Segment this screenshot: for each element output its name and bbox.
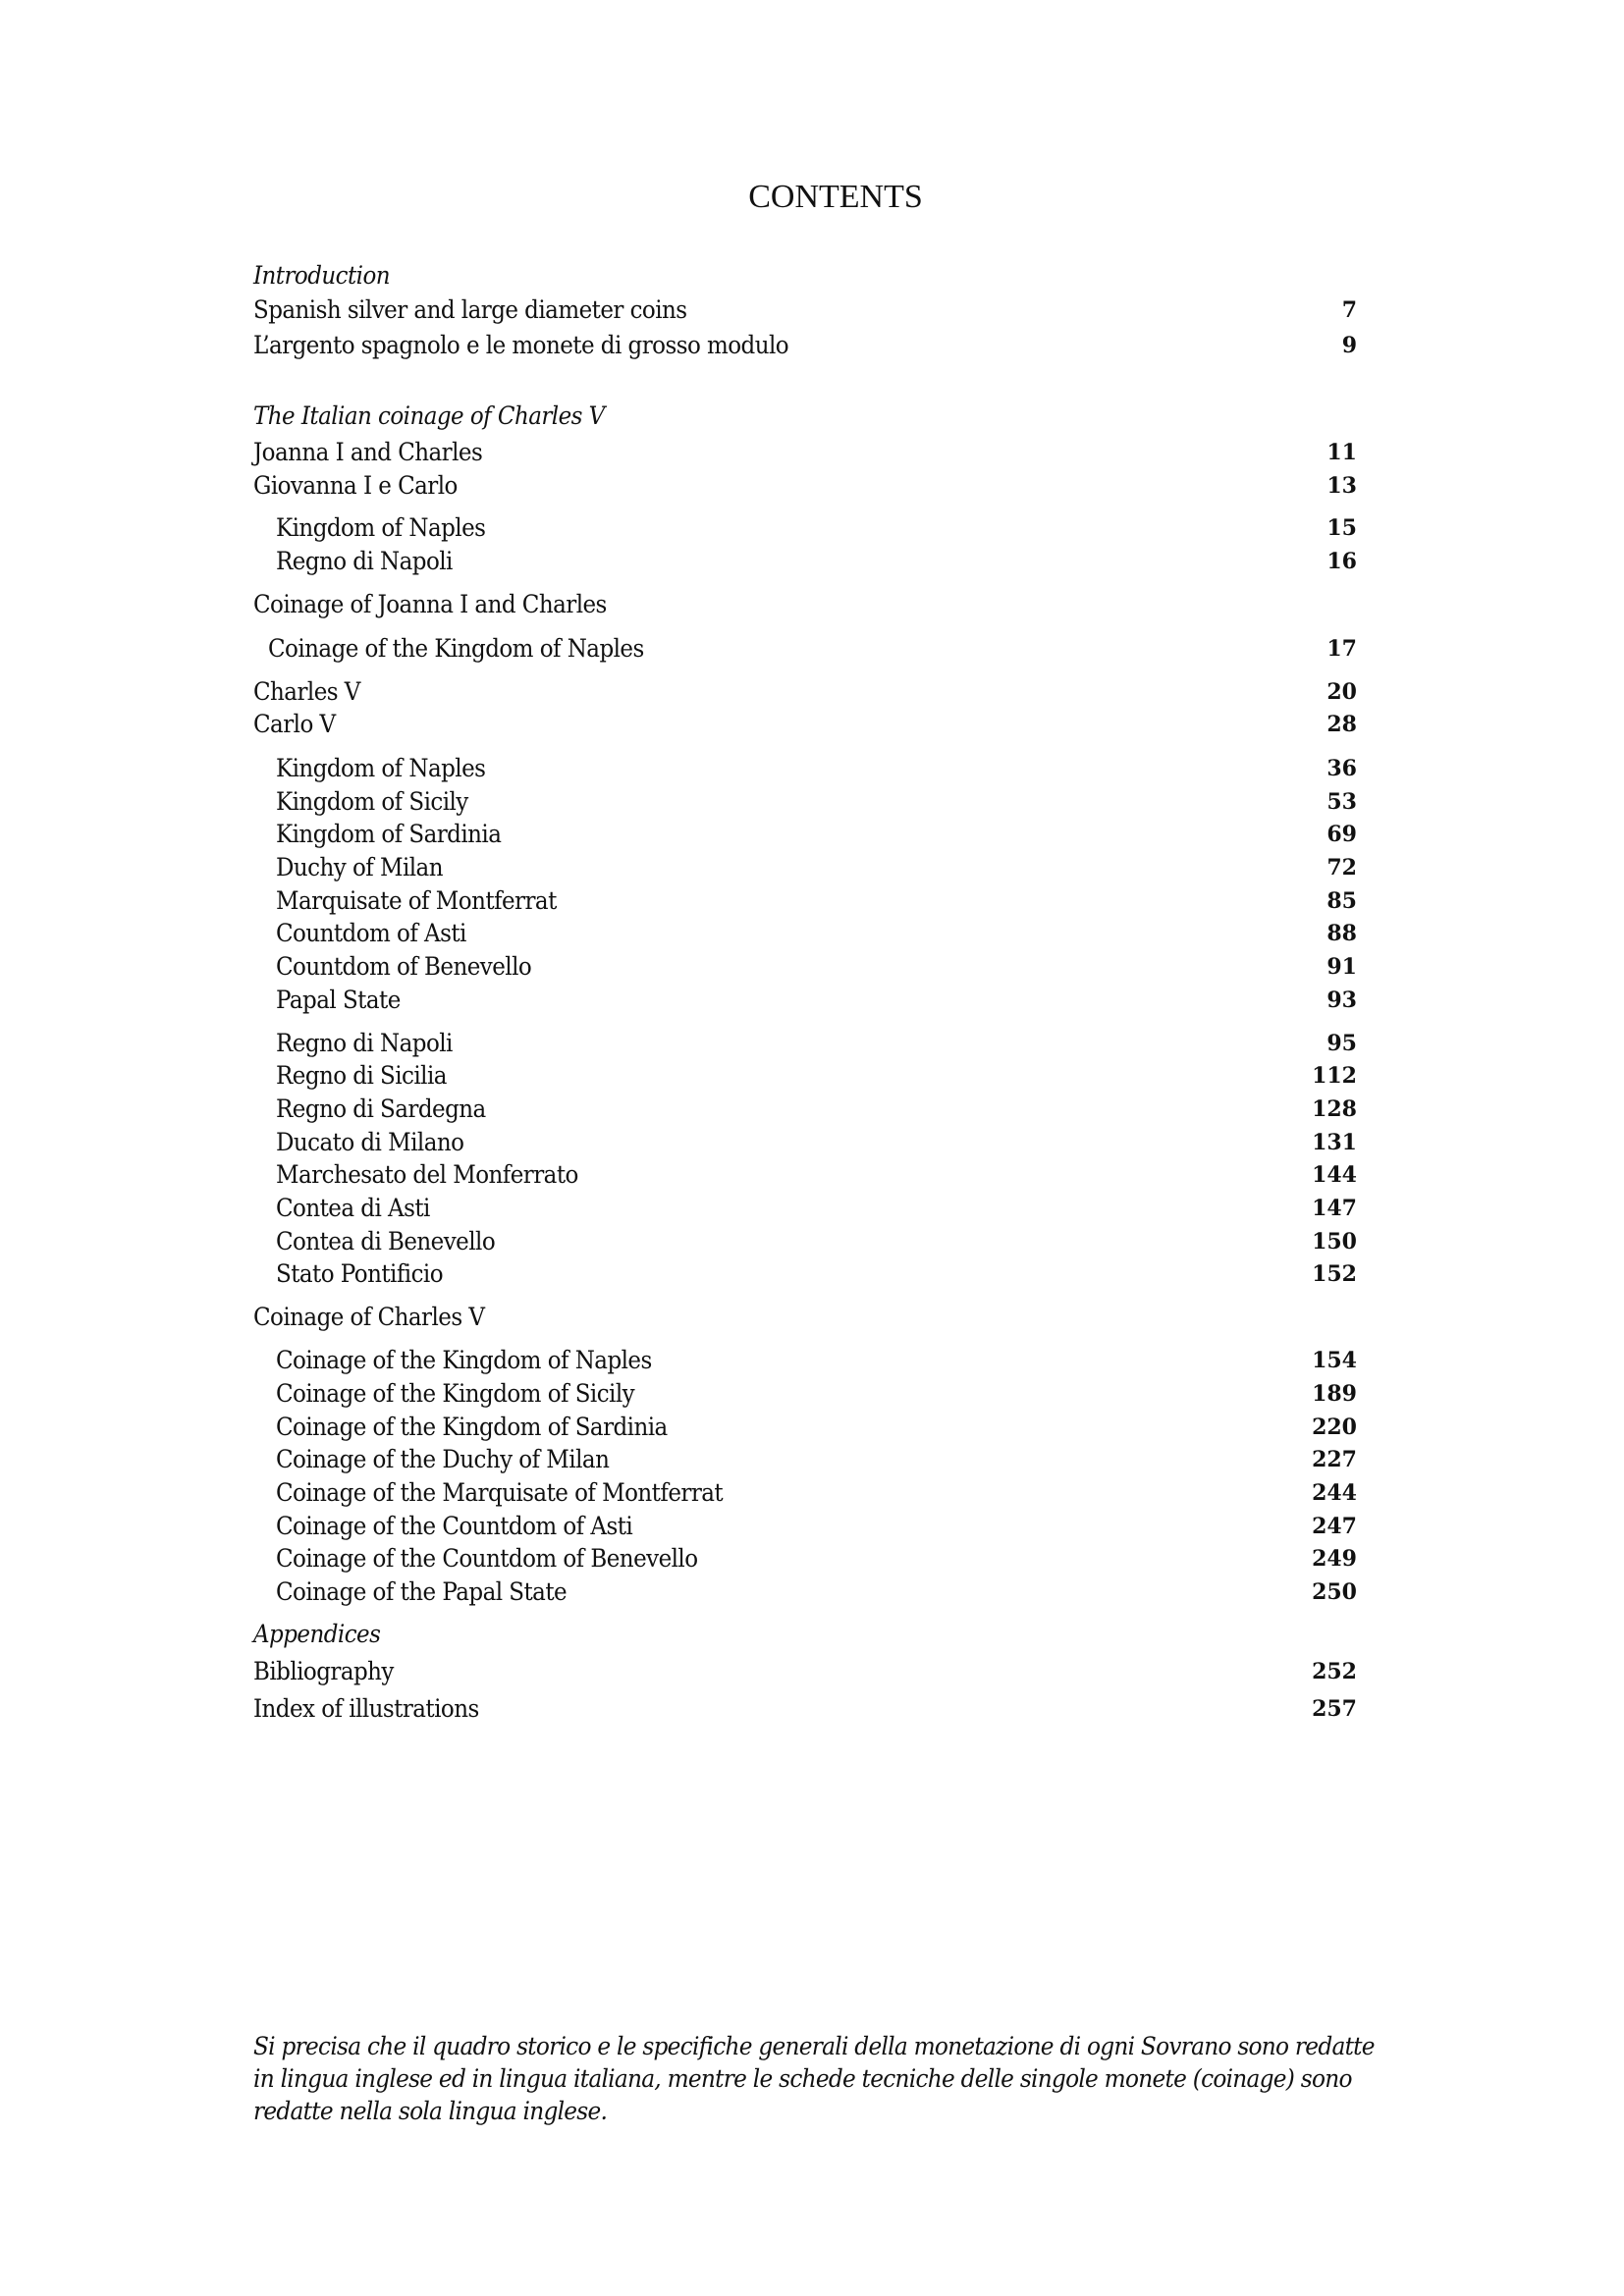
entry-title: Giovanna I e Carlo xyxy=(253,471,458,500)
entry-title: Kingdom of Naples xyxy=(276,754,486,782)
toc-entry xyxy=(268,632,1279,666)
toc-entry xyxy=(253,1301,1265,1334)
toc-entry xyxy=(276,1542,1287,1575)
page-number: 147 xyxy=(1312,1196,1357,1221)
toc-entry xyxy=(276,545,1287,578)
page-number: 150 xyxy=(1312,1229,1357,1255)
toc-entry xyxy=(276,511,1287,545)
page-number: 9 xyxy=(1341,333,1357,358)
page-number: 36 xyxy=(1326,756,1357,781)
page-number: 88 xyxy=(1326,921,1357,946)
toc-entry xyxy=(276,984,1287,1017)
entry-title: Coinage of Charles V xyxy=(253,1303,485,1331)
toc-entry xyxy=(276,1257,1287,1291)
toc-entry xyxy=(276,1344,1287,1377)
toc-entry xyxy=(276,1126,1287,1159)
toc-entry xyxy=(276,851,1287,884)
entry-title: Bibliography xyxy=(253,1657,394,1685)
page-number: 144 xyxy=(1312,1162,1357,1188)
toc-entry xyxy=(276,1443,1287,1476)
page-number: 227 xyxy=(1312,1447,1357,1472)
page-number: 249 xyxy=(1312,1546,1357,1572)
toc-entry xyxy=(253,436,1265,469)
page-number: 16 xyxy=(1326,549,1357,574)
toc-section-heading xyxy=(253,1618,1265,1651)
entry-title: Spanish silver and large diameter coins xyxy=(253,295,687,324)
entry-title: Duchy of Milan xyxy=(276,853,443,881)
section-title: The Italian coinage of Charles V xyxy=(253,401,605,430)
entry-title: Stato Pontificio xyxy=(276,1259,444,1288)
page-number: 20 xyxy=(1326,679,1357,705)
page-number: 7 xyxy=(1341,297,1357,323)
page-number: 244 xyxy=(1312,1480,1357,1506)
toc-entry xyxy=(276,1027,1287,1060)
entry-title: Coinage of the Countdom of Asti xyxy=(276,1512,633,1540)
entry-title: Ducato di Milano xyxy=(276,1128,464,1156)
page-number: 72 xyxy=(1326,855,1357,881)
entry-title: Marchesato del Monferrato xyxy=(276,1160,578,1189)
page-number: 53 xyxy=(1326,789,1357,815)
entry-title: Carlo V xyxy=(253,710,336,738)
entry-title: Coinage of Joanna I and Charles xyxy=(253,590,607,618)
entry-title: Kingdom of Sicily xyxy=(276,787,468,816)
page-number: 85 xyxy=(1326,888,1357,914)
entry-title: Coinage of the Marquisate of Montferrat xyxy=(276,1478,724,1507)
toc-section-heading xyxy=(253,259,1265,293)
section-title: Appendices xyxy=(253,1620,381,1648)
entry-title: Papal State xyxy=(276,986,401,1014)
page-number: 131 xyxy=(1312,1130,1357,1155)
entry-title: Charles V xyxy=(253,677,360,706)
entry-title: Kingdom of Naples xyxy=(276,513,486,542)
entry-title: Coinage of the Duchy of Milan xyxy=(276,1445,610,1473)
toc-entry xyxy=(276,1575,1287,1609)
page-number: 247 xyxy=(1312,1514,1357,1539)
toc-entry xyxy=(253,588,1265,621)
toc-entry xyxy=(276,785,1287,819)
page-number: 91 xyxy=(1326,954,1357,980)
toc-entry xyxy=(276,917,1287,950)
page-number: 93 xyxy=(1326,988,1357,1013)
page-number: 95 xyxy=(1326,1031,1357,1056)
page-number: 154 xyxy=(1312,1348,1357,1373)
page-number: 11 xyxy=(1326,440,1357,465)
toc-entry xyxy=(253,1692,1265,1726)
entry-title: Regno di Napoli xyxy=(276,1029,453,1057)
entry-title: Coinage of the Kingdom of Sicily xyxy=(276,1379,635,1408)
toc-entry xyxy=(253,708,1265,741)
toc-entry xyxy=(276,1059,1287,1093)
entry-title: Joanna I and Charles xyxy=(253,438,483,466)
toc-entry xyxy=(276,1510,1287,1543)
page-number: 257 xyxy=(1312,1696,1357,1722)
entry-title: Regno di Sicilia xyxy=(276,1061,447,1090)
section-title: Introduction xyxy=(253,261,391,290)
toc-entry xyxy=(253,1655,1265,1688)
toc-entry xyxy=(253,329,1265,362)
toc-entry xyxy=(276,1093,1287,1126)
entry-title: Regno di Napoli xyxy=(276,547,453,575)
page-number: 112 xyxy=(1312,1063,1357,1089)
page-number: 128 xyxy=(1312,1096,1357,1122)
entry-title: Coinage of the Kingdom of Naples xyxy=(276,1346,652,1374)
page-title: CONTENTS xyxy=(748,179,923,215)
toc-entry xyxy=(253,294,1265,327)
entry-title: Countdom of Asti xyxy=(276,919,466,947)
page-number: 220 xyxy=(1312,1415,1357,1440)
page-number: 15 xyxy=(1326,515,1357,541)
page-number: 69 xyxy=(1326,822,1357,847)
toc-entry xyxy=(276,884,1287,918)
entry-title: Countdom of Benevello xyxy=(276,952,532,981)
entry-title: L’argento spagnolo e le monete di grosso modulo xyxy=(253,331,789,359)
toc-entry xyxy=(253,675,1265,709)
page-number: 28 xyxy=(1326,712,1357,737)
entry-title: Index of illustrations xyxy=(253,1694,479,1723)
page-number: 152 xyxy=(1312,1261,1357,1287)
page-number: 13 xyxy=(1326,473,1357,499)
toc-entry xyxy=(276,1411,1287,1444)
entry-title: Regno di Sardegna xyxy=(276,1095,486,1123)
toc-entry xyxy=(276,1377,1287,1411)
toc-entry xyxy=(276,818,1287,851)
toc-entry xyxy=(276,1192,1287,1225)
entry-title: Coinage of the Countdom of Benevello xyxy=(276,1544,698,1573)
footnote: Si precisa che il quadro storico e le specifiche generali della monetazione di ogni Sovrano sono redatte in lingua inglese ed in lingua italiana, mentre le schede tecniche delle singole monete (coinage) sono redatte nella sola lingua inglese. xyxy=(253,2032,1375,2125)
toc-entry xyxy=(276,1225,1287,1258)
entry-title: Kingdom of Sardinia xyxy=(276,820,502,848)
page-number: 189 xyxy=(1312,1381,1357,1407)
entry-title: Coinage of the Papal State xyxy=(276,1577,568,1606)
toc-entry xyxy=(276,1476,1287,1510)
page-number: 17 xyxy=(1326,636,1357,662)
entry-title: Marquisate of Montferrat xyxy=(276,886,557,915)
entry-title: Contea di Benevello xyxy=(276,1227,496,1255)
toc-entry xyxy=(276,950,1287,984)
entry-title: Contea di Asti xyxy=(276,1194,430,1222)
page-number: 252 xyxy=(1312,1659,1357,1684)
toc-entry xyxy=(276,1158,1287,1192)
entry-title: Coinage of the Kingdom of Sardinia xyxy=(276,1413,668,1441)
toc-entry xyxy=(276,752,1287,785)
page-number: 250 xyxy=(1312,1579,1357,1605)
toc-entry xyxy=(253,469,1265,503)
entry-title: Coinage of the Kingdom of Naples xyxy=(268,634,644,663)
toc-section-heading xyxy=(253,400,1265,433)
